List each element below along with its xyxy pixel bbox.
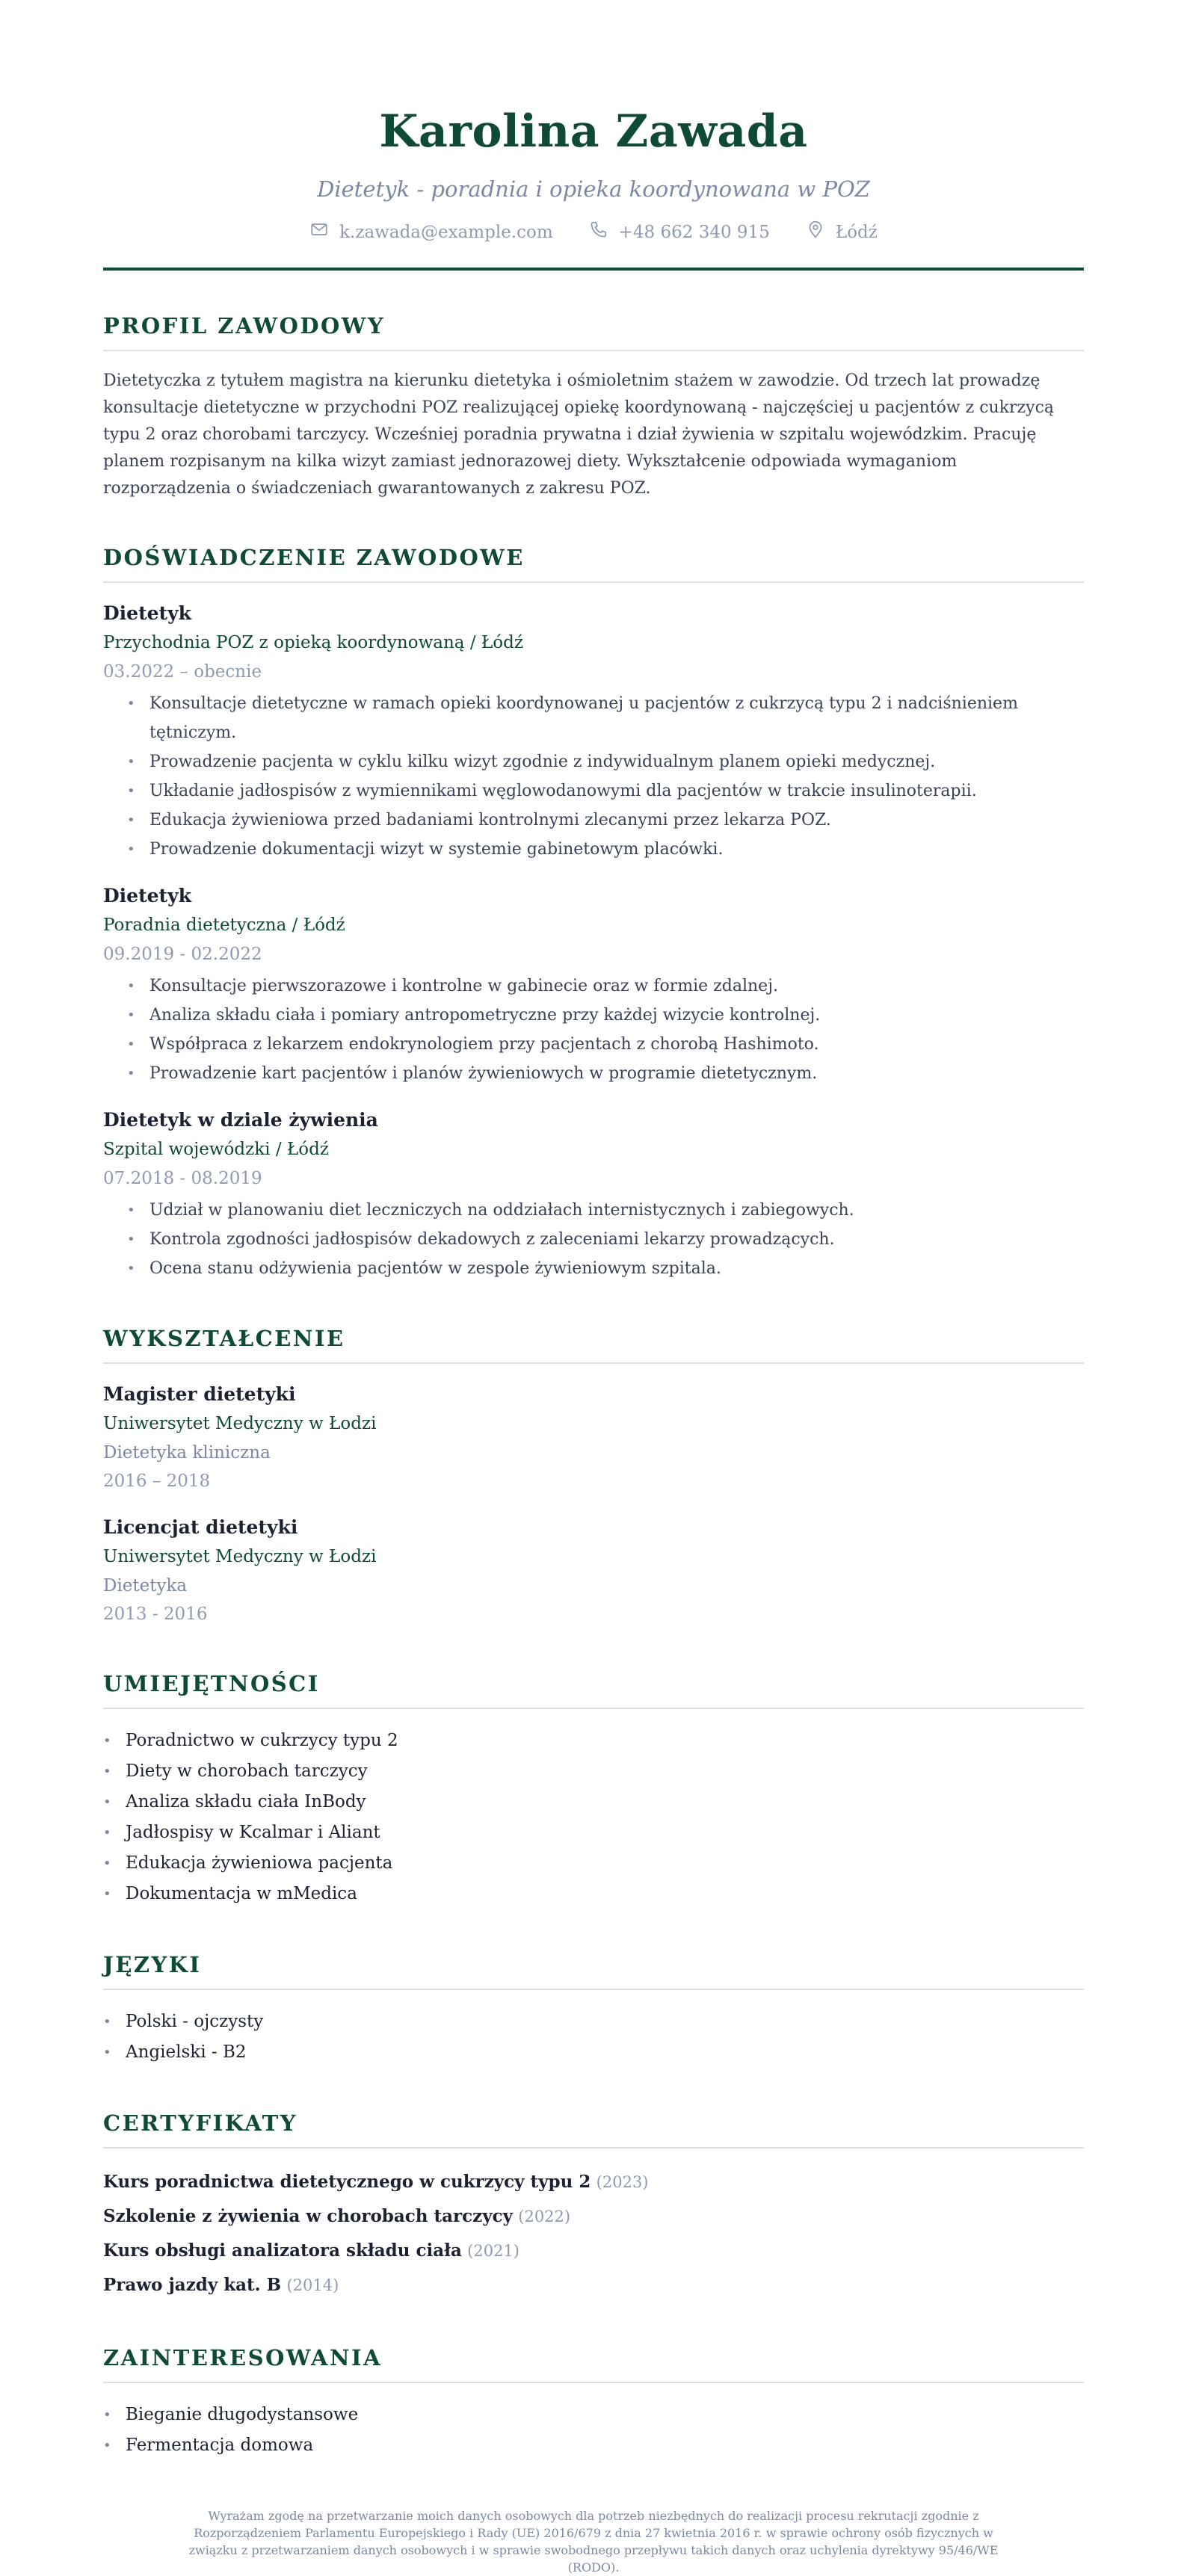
section-interests [103, 2344, 1084, 2461]
certificate-name: Szkolenie z żywienia w chorobach tarczycy [103, 2206, 513, 2226]
job-title: Dietetyk [103, 885, 191, 906]
list-item: • Bieganie długodystansowe [103, 2400, 1084, 2430]
employer: Poradnia dietetyczna / Łódź [103, 915, 345, 935]
list-item: • Kontrola zgodności jadłospisów dekadowych z zaleceniami lekarzy prowadzących. [127, 1225, 1084, 1254]
list-item: • Udział w planowaniu diet leczniczych na oddziałach internistycznych i zabiegowych. [127, 1196, 1084, 1225]
list-item: • Analiza składu ciała InBody [103, 1787, 1084, 1817]
section-certificates [103, 2110, 1084, 2302]
profile-summary: Dietetyczka z tytułem magistra na kierunku dietetyka i ośmioletnim stażem w zawodzie. Od trzech lat prowadzę konsultacje dietetyczne w przychodni POZ realizującej opiekę koordynowaną - najczęściej u pacjentów z cukrzycą typu 2 oraz chorobami tarczycy. Wcześniej poradnia prywatna i dział żywienia w szpitalu wojewódzkim. Pracuję planem rozpisanym na kilka wizyt zamiast jednorazowej diety. Wykształcenie odpowiada wymaganiom rozporządzenia o świadczeniach gwarantowanych z zakresu POZ. [103, 371, 1055, 498]
section-languages [103, 1951, 1084, 2068]
phone-text: +48 662 340 915 [618, 223, 770, 242]
degree: Magister dietetyki [103, 1383, 296, 1405]
list-item: • Edukacja żywieniowa przed badaniami kontrolnymi zlecanymi przez lekarza POZ. [127, 806, 1084, 835]
section-title: CERTYFIKATY [103, 2110, 1084, 2149]
languages-list [103, 2007, 1084, 2068]
education-entry [103, 1513, 1084, 1628]
certificate-name: Kurs poradnictwa dietetycznego w cukrzycy typu 2 [103, 2172, 591, 2192]
map-pin-icon [806, 220, 825, 245]
experience-entry [103, 1106, 1084, 1283]
candidate-headline: Dietetyk - poradnia i opieka koordynowana w POZ [317, 176, 870, 202]
certificate-year: (2014) [286, 2276, 339, 2294]
contact-phone[interactable] [589, 220, 770, 245]
list-item: • Prowadzenie dokumentacji wizyt w systemie gabinetowym placówki. [127, 835, 1084, 864]
section-skills [103, 1670, 1084, 1909]
job-dates: 07.2018 - 08.2019 [103, 1169, 262, 1188]
candidate-name: Karolina Zawada [379, 105, 808, 158]
certificate-year: (2022) [518, 2208, 571, 2226]
email-text: k.zawada@example.com [339, 223, 553, 242]
header-divider [103, 268, 1084, 271]
interests-list [103, 2400, 1084, 2461]
contact-bar [103, 220, 1084, 245]
list-item: • Dokumentacja w mMedica [103, 1879, 1084, 1909]
certificate-item [103, 2268, 1084, 2302]
field-of-study: Dietetyka [103, 1576, 188, 1596]
section-education [103, 1325, 1084, 1628]
contact-location [806, 220, 878, 245]
list-item: • Edukacja żywieniowa pacjenta [103, 1848, 1084, 1879]
list-item: • Prowadzenie kart pacjentów i planów żywieniowych w programie dietetycznym. [127, 1059, 1084, 1088]
list-item: • Jadłospisy w Kcalmar i Aliant [103, 1817, 1084, 1848]
certificate-item [103, 2199, 1084, 2234]
employer: Przychodnia POZ z opieką koordynowaną / Łódź [103, 633, 523, 652]
certificate-year: (2021) [467, 2242, 520, 2260]
job-dates: 03.2022 – obecnie [103, 662, 262, 682]
list-item: • Fermentacja domowa [103, 2430, 1084, 2461]
certificates-list [103, 2165, 1084, 2302]
field-of-study: Dietetyka kliniczna [103, 1443, 271, 1462]
job-title: Dietetyk [103, 602, 191, 624]
school: Uniwersytet Medyczny w Łodzi [103, 1414, 377, 1433]
certificate-item [103, 2165, 1084, 2199]
gdpr-consent-clause: Wyrażam zgodę na przetwarzanie moich danych osobowych dla potrzeb niezbędnych do realizacji procesu rekrutacji zgodnie z Rozporządzeniem Parlamentu Europejskiego i Rady (UE) 2016/679 z dnia 27 kwietnia 2016 r. w sprawie ochrony osób fizycznych w związku z przetwarzaniem danych osobowych i w sprawie swobodnego przepływu takich danych oraz uchylenia dyrektywy 95/46/WE (RODO). [188, 2509, 999, 2575]
list-item: • Współpraca z lekarzem endokrynologiem przy pacjentach z chorobą Hashimoto. [127, 1030, 1084, 1059]
study-years: 2013 - 2016 [103, 1604, 208, 1624]
list-item: • Analiza składu ciała i pomiary antropometryczne przy każdej wizycie kontrolnej. [127, 1001, 1084, 1030]
certificate-name: Kurs obsługi analizatora składu ciała [103, 2240, 462, 2261]
mail-icon [309, 220, 329, 245]
list-item: • Polski - ojczysty [103, 2007, 1084, 2037]
certificate-year: (2023) [596, 2173, 649, 2191]
employer: Szpital wojewódzki / Łódź [103, 1140, 329, 1159]
section-title: ZAINTERESOWANIA [103, 2344, 1084, 2383]
skills-list [103, 1726, 1084, 1909]
section-title: JĘZYKI [103, 1951, 1084, 1990]
experience-entry [103, 599, 1084, 864]
section-title: DOŚWIADCZENIE ZAWODOWE [103, 544, 1084, 583]
section-title: WYKSZTAŁCENIE [103, 1325, 1084, 1364]
section-title: PROFIL ZAWODOWY [103, 312, 1084, 351]
job-dates: 09.2019 - 02.2022 [103, 945, 262, 964]
location-text: Łódź [835, 223, 878, 242]
list-item: • Diety w chorobach tarczycy [103, 1756, 1084, 1787]
list-item: • Układanie jadłospisów z wymiennikami węglowodanowymi dla pacjentów w trakcie insulinoterapii. [127, 776, 1084, 806]
experience-entry [103, 882, 1084, 1088]
list-item: • Konsultacje pierwszorazowe i kontrolne w gabinecie oraz w formie zdalnej. [127, 972, 1084, 1001]
list-item: • Poradnictwo w cukrzycy typu 2 [103, 1726, 1084, 1756]
job-title: Dietetyk w dziale żywienia [103, 1109, 378, 1131]
school: Uniwersytet Medyczny w Łodzi [103, 1547, 377, 1566]
section-experience [103, 544, 1084, 1283]
duties-list [103, 1196, 1084, 1283]
duties-list [103, 689, 1084, 864]
list-item: • Prowadzenie pacjenta w cyklu kilku wizyt zgodnie z indywidualnym planem opieki medycznej. [127, 747, 1084, 776]
contact-email[interactable] [309, 220, 553, 245]
phone-icon [589, 220, 608, 245]
certificate-name: Prawo jazdy kat. B [103, 2275, 282, 2295]
degree: Licencjat dietetyki [103, 1516, 298, 1538]
education-entry [103, 1380, 1084, 1495]
list-item: • Angielski - B2 [103, 2037, 1084, 2068]
section-profile [103, 312, 1084, 502]
duties-list [103, 972, 1084, 1088]
certificate-item [103, 2234, 1084, 2268]
list-item: • Ocena stanu odżywienia pacjentów w zespole żywieniowym szpitala. [127, 1254, 1084, 1283]
section-title: UMIEJĘTNOŚCI [103, 1670, 1084, 1709]
study-years: 2016 – 2018 [103, 1471, 211, 1491]
list-item: • Konsultacje dietetyczne w ramach opieki koordynowanej u pacjentów z cukrzycą typu 2 i nadciśnieniem tętniczym. [127, 689, 1084, 747]
